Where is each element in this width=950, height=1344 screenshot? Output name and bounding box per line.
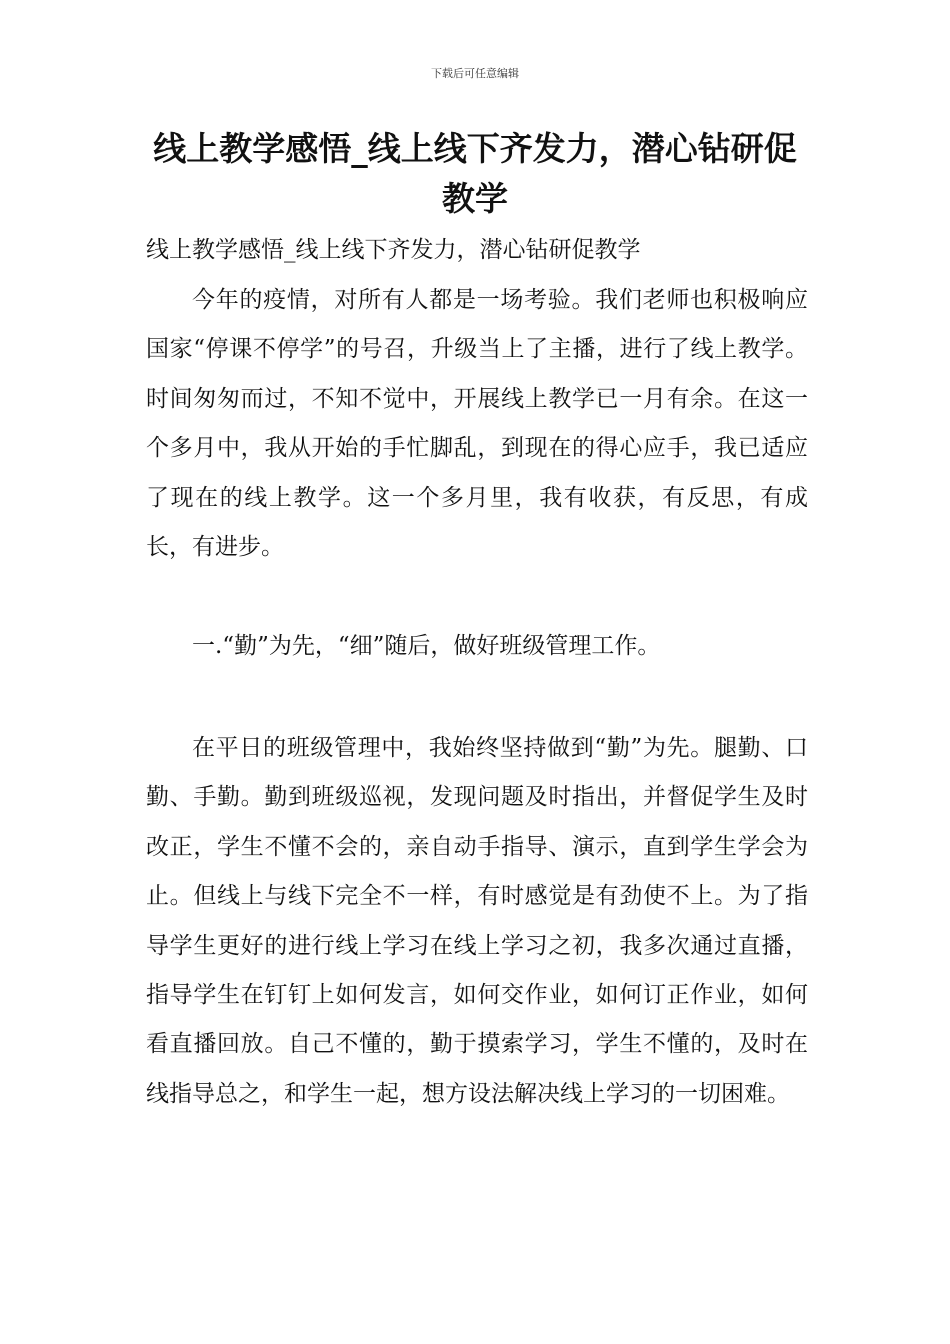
- document-subtitle: 线上教学感悟_线上线下齐发力，潜心钻研促教学: [146, 237, 641, 263]
- section-heading: 一.“勤”为先，“细”随后，做好班级管理工作。: [192, 633, 661, 659]
- page-header-note: 下载后可任意编辑: [431, 67, 519, 80]
- document-title: 线上教学感悟_线上线下齐发力，潜心钻研促教学: [153, 129, 797, 218]
- intro-paragraph: 今年的疫情，对所有人都是一场考验。我们老师也积极响应国家“停课不停学”的号召，升级当上了主播，进行了线上教学。时间匆匆而过，不知不觉中，开展线上教学已一月有余。在这一个多月中，我从开始的手忙脚乱，到现在的得心应手，我已适应了现在的线上教学。这一个多月里，我有收获，有反思，有成长，有进步。: [146, 287, 808, 561]
- section-paragraph: 在平日的班级管理中，我始终坚持做到“勤”为先。腿勤、口勤、手勤。勤到班级巡视，发现问题及时指出，并督促学生及时改正，学生不懂不会的，亲自动手指导、演示，直到学生学会为止。但线上与线下完全不一样，有时感觉是有劲使不上。为了指导学生更好的进行线上学习在线上学习之初，我多次通过直播，指导学生在钉钉上如何发言，如何交作业，如何订正作业，如何看直播回放。自己不懂的，勤于摸索学习，学生不懂的，及时在线指导总之，和学生一起，想方设法解决线上学习的一切困难。: [146, 735, 808, 1107]
